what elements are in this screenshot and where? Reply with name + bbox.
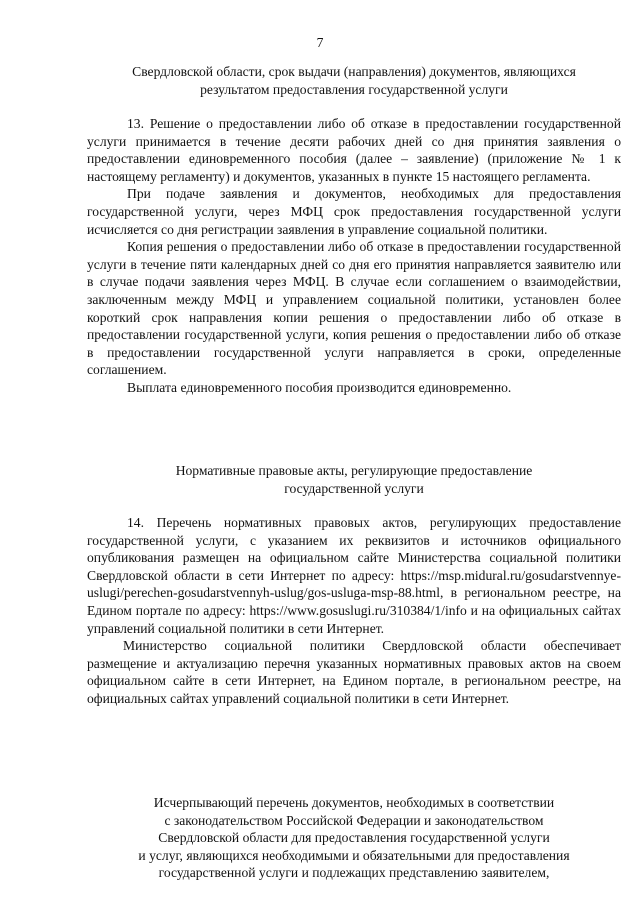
paragraph-13-payment: Выплата единовременного пособия производится единовременно. xyxy=(127,379,512,395)
paragraph-13-mfc-term: При подаче заявления и документов, необходимых для предоставления государственной услуги, через МФЦ срок предоставления государственной услуги исчисляется со дня регистрации заявления в управление социальной политики. xyxy=(87,186,621,237)
heading-line: Исчерпывающий перечень документов, необходимых в соответствии xyxy=(153,795,555,810)
page-number: 7 xyxy=(316,35,324,50)
section-heading-legal-acts xyxy=(87,462,621,497)
paragraph-13-decision: 13. Решение о предоставлении либо об отказе в предоставлении государственной услуги принимается в течение десяти рабочих дней со дня принятия заявления о предоставлении единовременного пособия (далее – заявление) (приложение № 1 к настоящему регламенту) и документов, указанных в пункте 15 настоящего регламента. xyxy=(87,116,621,184)
paragraph-13-copy: Копия решения о предоставлении либо об отказе в предоставлении государственной услуги в течение пяти календарных дней со дня его принятия направляется заявителю или в случае подачи заявления через МФЦ. В случае если соглашением о взаимодействии, заключенным между МФЦ и управлением социальной политики, установлен более короткий срок направления копии решения о предоставлении либо об отказе в предоставлении государственной услуги, копия решения о предоставлении либо об отказе в предоставлении государственной услуги направляется в сроки, определенные соглашением. xyxy=(87,239,621,378)
heading-line: результатом предоставления государственной услуги xyxy=(200,81,508,97)
section-14 xyxy=(87,514,621,708)
heading-line: Свердловской области, срок выдачи (направления) документов, являющихся xyxy=(132,64,576,79)
section-13 xyxy=(87,115,621,397)
heading-line: государственной услуги и подлежащих представлению заявителем, xyxy=(158,865,550,881)
paragraph-14-ministry: Министерство социальной политики Свердловской области обеспечивает размещение и актуализацию перечня указанных нормативных правовых актов на своем официальном сайте в сети Интернет, на Едином портале, в региональном реестре, на официальных сайтах управлений социальной политики в сети Интернет. xyxy=(87,638,621,706)
heading-line: Свердловской области для предоставления государственной услуги xyxy=(158,830,550,846)
section-heading-deadline xyxy=(80,63,628,98)
heading-line: с законодательством Российской Федерации и законодательством xyxy=(164,812,544,828)
section-heading-documents xyxy=(80,794,628,882)
heading-line: Нормативные правовые акты, регулирующие предоставление xyxy=(175,463,533,478)
heading-line: государственной услуги xyxy=(284,480,424,496)
paragraph-14-list: 14. Перечень нормативных правовых актов, регулирующих предоставление государственной услуги, с указанием их реквизитов и источников официального опубликования размещен на официальном сайте Министерства социальной политики Свердловской области в сети Интернет по адресу: https://msp.midural.ru/gosudarstvennye-uslugi/perechen-gosudarstvennyh-uslug/gos-usluga-msp-88.html, в региональном реестре, на Едином портале по адресу: https://www.gosuslugi.ru/310384/1/info и на официальных сайтах управлений социальной политики в сети Интернет. xyxy=(87,515,621,636)
heading-line: и услуг, являющихся необходимыми и обязательными для предоставления xyxy=(138,847,570,863)
